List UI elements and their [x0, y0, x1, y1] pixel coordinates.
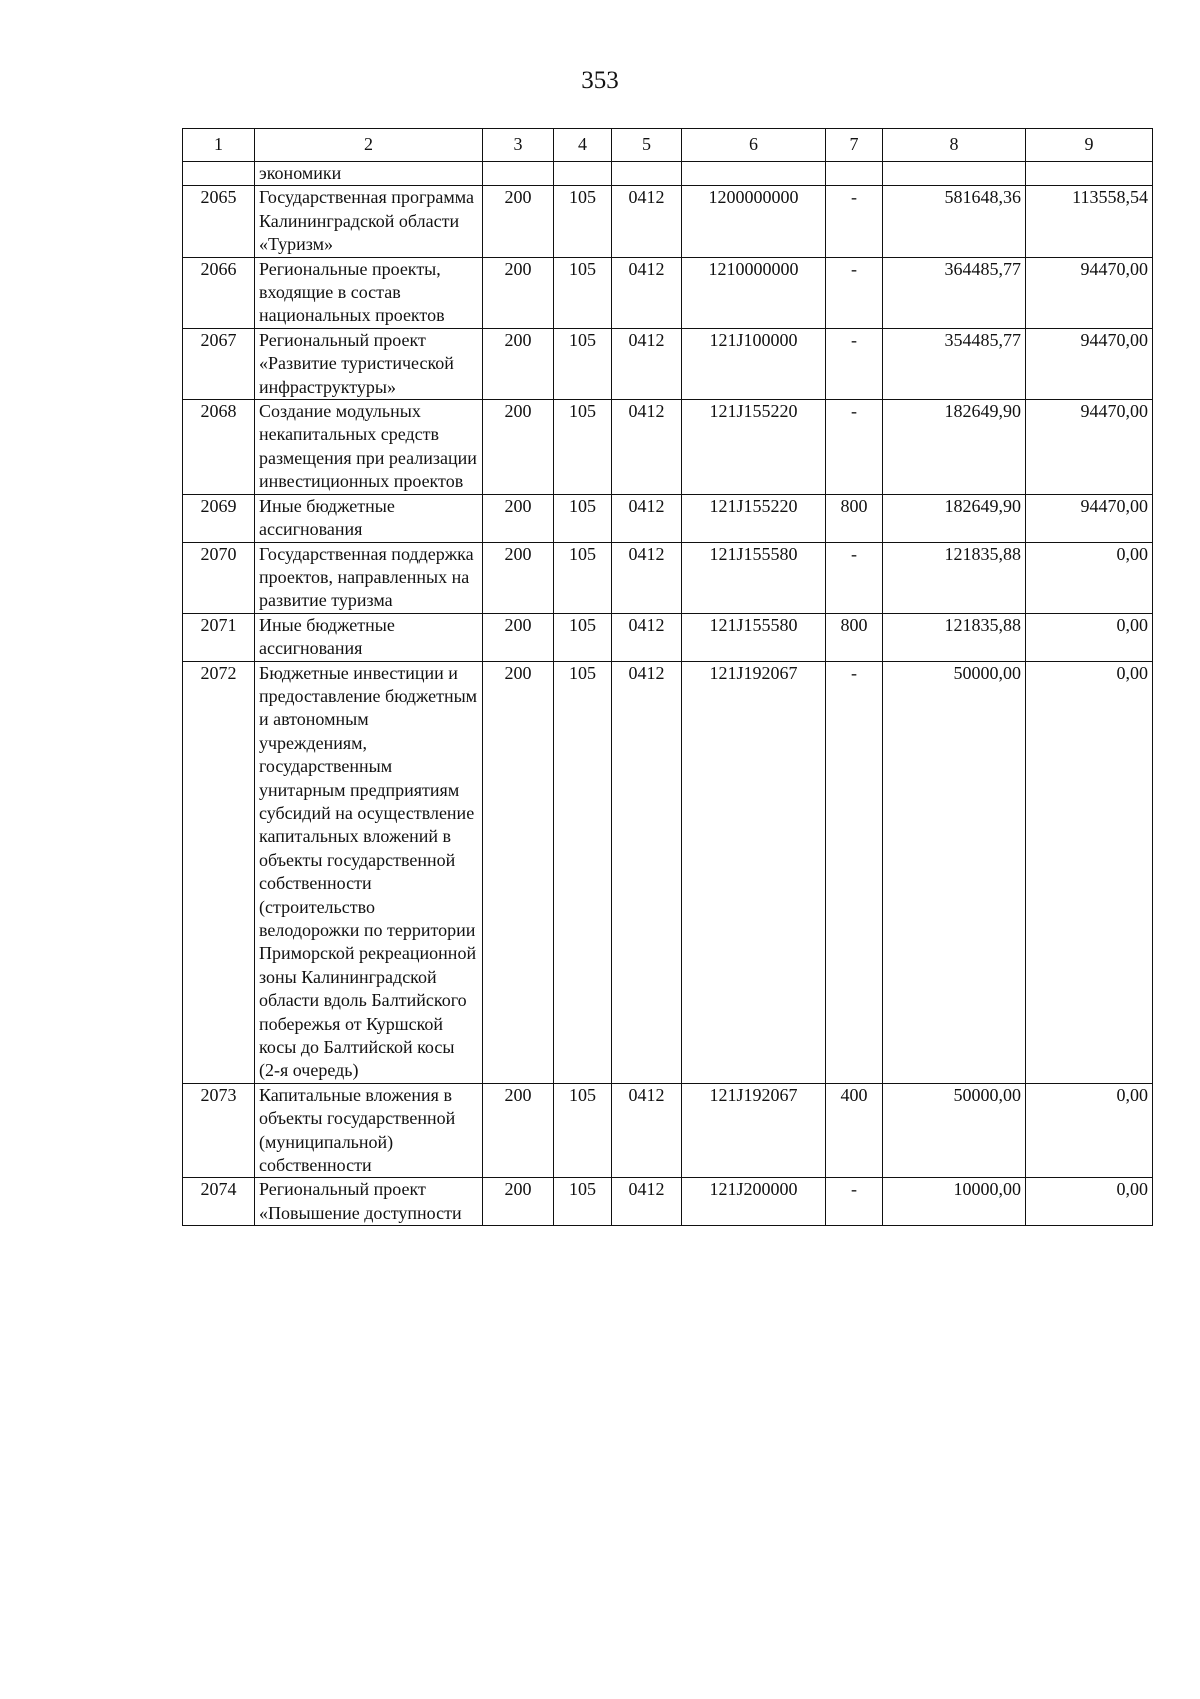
- row-target-article-cell: 121J155580: [682, 542, 826, 613]
- row-expense-type-cell: 400: [826, 1083, 883, 1178]
- header-cell: 5: [612, 129, 682, 162]
- row-amount-1-cell: 182649,90: [883, 400, 1026, 495]
- row-expense-type-cell: 800: [826, 613, 883, 661]
- row-expense-type-cell: -: [826, 328, 883, 399]
- row-target-article-cell: 121J100000: [682, 328, 826, 399]
- row-section-cell: [554, 162, 612, 186]
- row-section-cell: 105: [554, 328, 612, 399]
- row-number-cell: 2065: [183, 186, 255, 257]
- header-cell: 4: [554, 129, 612, 162]
- row-amount-2-cell: 94470,00: [1026, 494, 1153, 542]
- row-section-cell: 105: [554, 1178, 612, 1226]
- row-code-cell: 200: [483, 613, 554, 661]
- row-amount-1-cell: 121835,88: [883, 542, 1026, 613]
- row-section-cell: 105: [554, 542, 612, 613]
- budget-table: [182, 128, 1153, 1226]
- row-number-cell: 2068: [183, 400, 255, 495]
- row-name-cell: Иные бюджетные ассигнования: [255, 494, 483, 542]
- row-subsection-cell: 0412: [612, 400, 682, 495]
- row-name-cell: Создание модульных некапитальных средств размещения при реализации инвестиционных проектов: [255, 400, 483, 495]
- row-number-cell: 2074: [183, 1178, 255, 1226]
- row-name-cell: экономики: [255, 162, 483, 186]
- row-amount-1-cell: 121835,88: [883, 613, 1026, 661]
- row-code-cell: [483, 162, 554, 186]
- row-number-cell: [183, 162, 255, 186]
- row-expense-type-cell: -: [826, 542, 883, 613]
- row-number-cell: 2071: [183, 613, 255, 661]
- row-code-cell: 200: [483, 542, 554, 613]
- header-cell: 6: [682, 129, 826, 162]
- row-section-cell: 105: [554, 661, 612, 1083]
- row-amount-2-cell: 0,00: [1026, 542, 1153, 613]
- row-amount-1-cell: 50000,00: [883, 1083, 1026, 1178]
- row-expense-type-cell: -: [826, 1178, 883, 1226]
- row-number-cell: 2070: [183, 542, 255, 613]
- row-amount-2-cell: [1026, 162, 1153, 186]
- row-amount-1-cell: 10000,00: [883, 1178, 1026, 1226]
- row-name-cell: Региональный проект «Развитие туристической инфраструктуры»: [255, 328, 483, 399]
- row-expense-type-cell: -: [826, 661, 883, 1083]
- row-subsection-cell: 0412: [612, 257, 682, 328]
- table-row: [183, 494, 1153, 542]
- header-cell: 9: [1026, 129, 1153, 162]
- row-subsection-cell: 0412: [612, 542, 682, 613]
- row-name-cell: Государственная программа Калининградской области «Туризм»: [255, 186, 483, 257]
- row-code-cell: 200: [483, 1083, 554, 1178]
- row-amount-1-cell: 50000,00: [883, 661, 1026, 1083]
- row-target-article-cell: 1200000000: [682, 186, 826, 257]
- row-subsection-cell: 0412: [612, 186, 682, 257]
- row-expense-type-cell: -: [826, 257, 883, 328]
- header-cell: 1: [183, 129, 255, 162]
- row-code-cell: 200: [483, 1178, 554, 1226]
- row-code-cell: 200: [483, 328, 554, 399]
- row-expense-type-cell: -: [826, 400, 883, 495]
- row-amount-2-cell: 94470,00: [1026, 257, 1153, 328]
- table-row: [183, 257, 1153, 328]
- row-code-cell: 200: [483, 661, 554, 1083]
- row-code-cell: 200: [483, 186, 554, 257]
- row-target-article-cell: 121J155580: [682, 613, 826, 661]
- table-row: [183, 162, 1153, 186]
- row-subsection-cell: 0412: [612, 494, 682, 542]
- row-name-cell: Региональный проект «Повышение доступности: [255, 1178, 483, 1226]
- row-number-cell: 2073: [183, 1083, 255, 1178]
- row-subsection-cell: [612, 162, 682, 186]
- row-expense-type-cell: [826, 162, 883, 186]
- table-row: [183, 400, 1153, 495]
- row-number-cell: 2067: [183, 328, 255, 399]
- row-section-cell: 105: [554, 257, 612, 328]
- row-amount-2-cell: 113558,54: [1026, 186, 1153, 257]
- row-target-article-cell: 121J155220: [682, 494, 826, 542]
- row-section-cell: 105: [554, 613, 612, 661]
- row-name-cell: Государственная поддержка проектов, направленных на развитие туризма: [255, 542, 483, 613]
- row-amount-1-cell: 182649,90: [883, 494, 1026, 542]
- row-target-article-cell: 1210000000: [682, 257, 826, 328]
- table-row: [183, 661, 1153, 1083]
- row-amount-2-cell: 0,00: [1026, 1178, 1153, 1226]
- header-cell: 2: [255, 129, 483, 162]
- row-name-cell: Региональные проекты, входящие в состав национальных проектов: [255, 257, 483, 328]
- page-number: 353: [581, 67, 619, 94]
- row-subsection-cell: 0412: [612, 328, 682, 399]
- row-section-cell: 105: [554, 494, 612, 542]
- row-code-cell: 200: [483, 494, 554, 542]
- row-section-cell: 105: [554, 400, 612, 495]
- row-subsection-cell: 0412: [612, 613, 682, 661]
- row-subsection-cell: 0412: [612, 1083, 682, 1178]
- row-target-article-cell: 121J200000: [682, 1178, 826, 1226]
- table-row: [183, 186, 1153, 257]
- row-number-cell: 2069: [183, 494, 255, 542]
- row-code-cell: 200: [483, 257, 554, 328]
- row-amount-1-cell: 354485,77: [883, 328, 1026, 399]
- row-name-cell: Бюджетные инвестиции и предоставление бюджетным и автономным учреждениям, государственным унитарным предприятиям субсидий на осуществление капитальных вложений в объекты государственной собственности (строительство велодорожки по территории Приморской рекреационной зоны Калининградской области вдоль Балтийского побережья от Куршской косы до Балтийской косы (2-я очередь): [255, 661, 483, 1083]
- table-row: [183, 1178, 1153, 1226]
- row-section-cell: 105: [554, 186, 612, 257]
- row-subsection-cell: 0412: [612, 1178, 682, 1226]
- table-row: [183, 1083, 1153, 1178]
- header-cell: 8: [883, 129, 1026, 162]
- row-target-article-cell: 121J192067: [682, 1083, 826, 1178]
- row-amount-2-cell: 0,00: [1026, 661, 1153, 1083]
- row-number-cell: 2066: [183, 257, 255, 328]
- table-row: [183, 542, 1153, 613]
- row-amount-2-cell: 0,00: [1026, 613, 1153, 661]
- row-amount-1-cell: 581648,36: [883, 186, 1026, 257]
- row-code-cell: 200: [483, 400, 554, 495]
- row-amount-2-cell: 0,00: [1026, 1083, 1153, 1178]
- row-expense-type-cell: 800: [826, 494, 883, 542]
- row-target-article-cell: [682, 162, 826, 186]
- row-section-cell: 105: [554, 1083, 612, 1178]
- table-header-row: [183, 129, 1153, 162]
- table-row: [183, 328, 1153, 399]
- row-amount-2-cell: 94470,00: [1026, 328, 1153, 399]
- row-name-cell: Иные бюджетные ассигнования: [255, 613, 483, 661]
- table-row: [183, 613, 1153, 661]
- row-amount-2-cell: 94470,00: [1026, 400, 1153, 495]
- row-amount-1-cell: [883, 162, 1026, 186]
- row-target-article-cell: 121J192067: [682, 661, 826, 1083]
- row-subsection-cell: 0412: [612, 661, 682, 1083]
- row-number-cell: 2072: [183, 661, 255, 1083]
- row-amount-1-cell: 364485,77: [883, 257, 1026, 328]
- header-cell: 7: [826, 129, 883, 162]
- row-target-article-cell: 121J155220: [682, 400, 826, 495]
- header-cell: 3: [483, 129, 554, 162]
- row-name-cell: Капитальные вложения в объекты государственной (муниципальной) собственности: [255, 1083, 483, 1178]
- row-expense-type-cell: -: [826, 186, 883, 257]
